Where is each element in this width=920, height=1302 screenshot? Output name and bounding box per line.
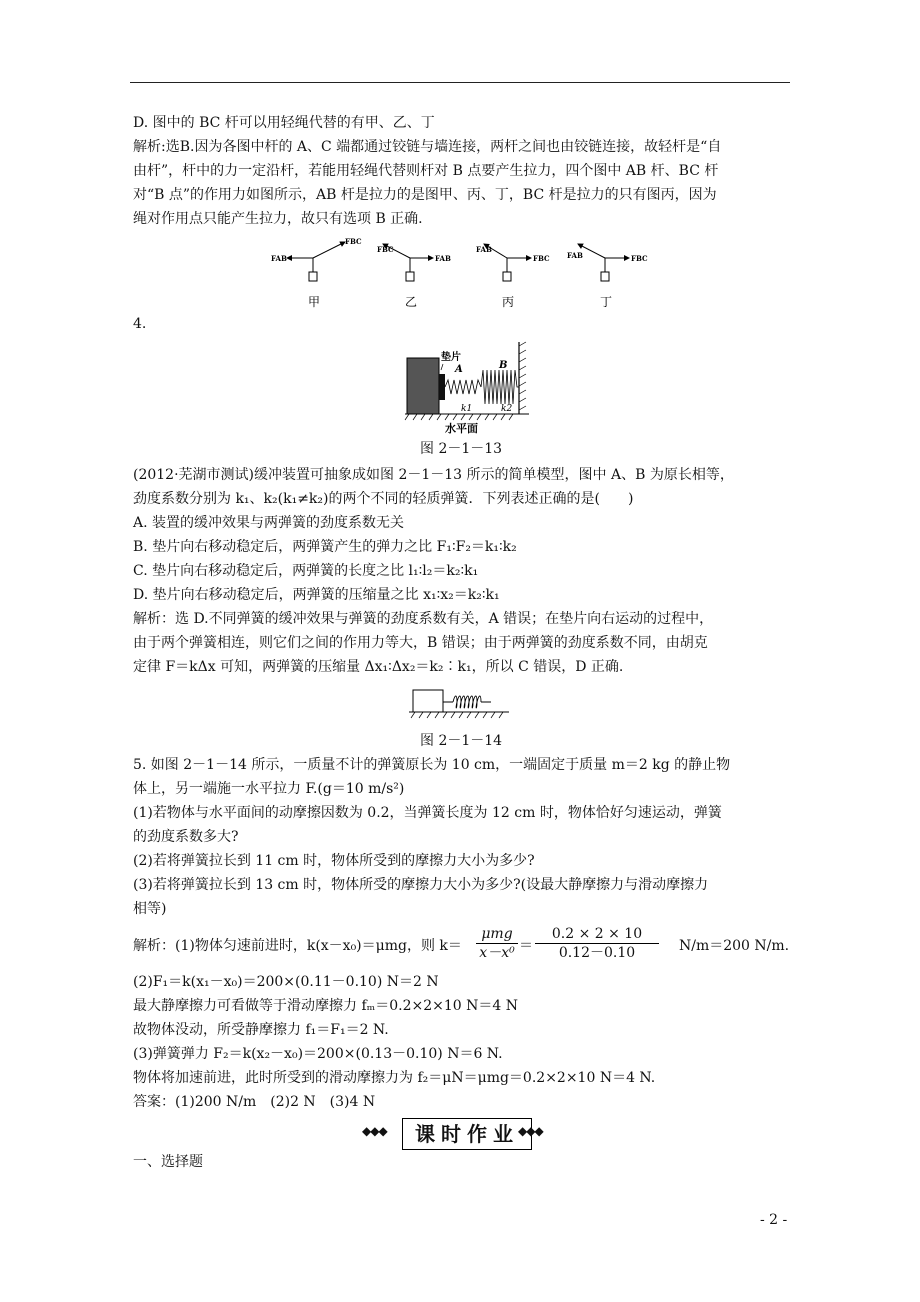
fbc-label: FBC xyxy=(377,245,394,254)
spring-a-label: A xyxy=(455,364,463,375)
option-d-text: D. 图中的 BC 杆可以用轻绳代替的有甲、乙、丁 xyxy=(133,115,435,131)
force-diagrams xyxy=(265,232,665,314)
label-ding: 丁 xyxy=(600,295,613,309)
analysis-line: 由于两个弹簧相连，则它们之间的作用力等大，B 错误；由于两弹簧的劲度系数不同，由胡克 xyxy=(133,635,708,651)
fraction-numerator: μmg xyxy=(481,926,513,942)
sub-question: (1)若物体与水平面间的动摩擦因数为 0.2，当弹簧长度为 12 cm 时，物体恰好匀速运动，弹簧 xyxy=(133,805,722,821)
buffer-device-figure xyxy=(395,340,535,436)
sub-question: (3)若将弹簧拉长到 13 cm 时，物体所受的摩擦力大小为多少?(设最大静摩擦力与滑动摩擦力 xyxy=(133,877,709,893)
formula-suffix: N/m＝200 N/m. xyxy=(679,938,790,954)
fraction xyxy=(476,925,518,962)
pad-label: 垫片 xyxy=(441,352,461,363)
label-jia: 甲 xyxy=(308,295,321,309)
diagram-jia xyxy=(271,237,362,309)
label-yi: 乙 xyxy=(405,295,418,309)
fbc-label: FBC xyxy=(345,237,362,246)
option-c: C. 垫片向右移动稳定后，两弹簧的长度之比 l₁∶l₂＝k₂∶k₁ xyxy=(133,563,479,579)
label-bing: 丙 xyxy=(502,295,515,309)
solution-line: 故物体没动，所受静摩擦力 f₁＝F₁＝2 N. xyxy=(133,1022,389,1038)
answer-line: 答案：(1)200 N/m (2)2 N (3)4 N xyxy=(133,1094,376,1110)
question-stem: (2012·芜湖市测试)缓冲装置可抽象成如图 2－1－13 所示的简单模型，图中 A、B 为原长相等， xyxy=(133,467,734,483)
option-d: D. 垫片向右移动稳定后，两弹簧的压缩量之比 x₁∶x₂＝k₂∶k₁ xyxy=(133,587,500,603)
option-b: B. 垫片向右移动稳定后，两弹簧产生的弹力之比 F₁∶F₂＝k₁∶k₂ xyxy=(133,539,517,555)
header-rule xyxy=(130,82,790,83)
sub-question: 的劲度系数多大? xyxy=(133,829,239,845)
fraction-numerator: 0.2 × 2 × 10 xyxy=(551,926,643,942)
fraction xyxy=(535,925,659,962)
solution-line: 物体将加速前进，此时所受到的滑动摩擦力为 f₂＝μN＝μmg＝0.2×2×10 N＝4 N. xyxy=(133,1070,656,1086)
k2-label: k2 xyxy=(501,404,513,414)
analysis-line: 由杆”，杆中的力一定沿杆，若能用轻绳代替则杆对 B 点要产生拉力，四个图中 AB 杆、BC 杆 xyxy=(133,163,719,179)
figure-caption: 图 2－1－14 xyxy=(420,733,503,749)
ground-label: 水平面 xyxy=(445,422,478,435)
sub-question: (2)若将弹簧拉长到 11 cm 时，物体所受到的摩擦力大小为多少? xyxy=(133,853,535,869)
question-stem: 5. 如图 2－1－14 所示，一质量不计的弹簧原长为 10 cm，一端固定于质量 m＝2 kg 的静止物 xyxy=(133,757,731,773)
section-heading: 一、选择题 xyxy=(133,1154,203,1170)
question-number: 4. xyxy=(133,316,147,332)
fbc-label: FBC xyxy=(631,254,648,263)
option-a: A. 装置的缓冲效果与两弹簧的劲度系数无关 xyxy=(133,515,405,531)
fab-label: FAB xyxy=(271,254,287,263)
diagram-bing xyxy=(476,244,550,309)
solution-line: (3)弹簧弹力 F₂＝k(x₂－x₀)＝200×(0.13－0.10) N＝6 N. xyxy=(133,1046,503,1062)
fab-label: FAB xyxy=(435,254,451,263)
solution-line: 最大静摩擦力可看做等于滑动摩擦力 fₘ＝0.2×2×10 N＝4 N xyxy=(133,998,518,1014)
spring-b-label: B xyxy=(499,360,508,371)
block-spring-figure xyxy=(405,684,515,720)
analysis-line: 对“B 点”的作用力如图所示，AB 杆是拉力的是图甲、丙、丁，BC 杆是拉力的只有图丙，因为 xyxy=(133,187,717,203)
question-stem: 劲度系数分别为 k₁、k₂(k₁≠k₂)的两个不同的轻质弹簧．下列表述正确的是( ) xyxy=(133,491,634,507)
sub-question: 相等) xyxy=(133,901,167,917)
diagram-yi xyxy=(377,244,451,309)
fab-label: FAB xyxy=(476,245,492,254)
figure-caption: 图 2－1－13 xyxy=(420,441,503,457)
fraction-denominator: 0.12－0.10 xyxy=(558,945,636,961)
analysis-line: 定律 F＝kΔx 可知，两弹簧的压缩量 Δx₁∶Δx₂＝k₂∶k₁，所以 C 错误，D 正确. xyxy=(133,659,624,675)
fraction-denominator: x－x⁰ xyxy=(479,945,515,961)
k1-label: k1 xyxy=(461,404,473,414)
equals-sign: ＝ xyxy=(519,938,533,954)
homework-title: 课时作业 xyxy=(402,1118,532,1150)
formula-prefix: 解析：(1)物体匀速前进时，k(x－x₀)＝μmg，则 k＝ xyxy=(133,938,462,954)
diagram-ding xyxy=(567,244,648,309)
banner-right-ornament: ◆◆◆ xyxy=(518,1124,543,1138)
analysis-line: 绳对作用点只能产生拉力，故只有选项 B 正确. xyxy=(133,211,423,227)
banner-left-ornament: ◆◆◆ xyxy=(362,1124,387,1138)
analysis-line: 解析：选 D.不同弹簧的缓冲效果与弹簧的劲度系数有关，A 错误；在垫片向右运动的过程中， xyxy=(133,611,714,627)
solution-line: (2)F₁＝k(x₁－x₀)＝200×(0.11－0.10) N＝2 N xyxy=(133,974,439,990)
fbc-label: FBC xyxy=(533,254,550,263)
page-number: - 2 - xyxy=(760,1212,788,1228)
analysis-line: 解析:选B.因为各图中杆的 A、C 端都通过铰链与墙连接，两杆之间也由铰链连接，故轻杆是“自 xyxy=(133,139,722,155)
fab-label: FAB xyxy=(567,251,583,260)
question-stem: 体上，另一端施一水平拉力 F.(g＝10 m/s²) xyxy=(133,781,405,797)
